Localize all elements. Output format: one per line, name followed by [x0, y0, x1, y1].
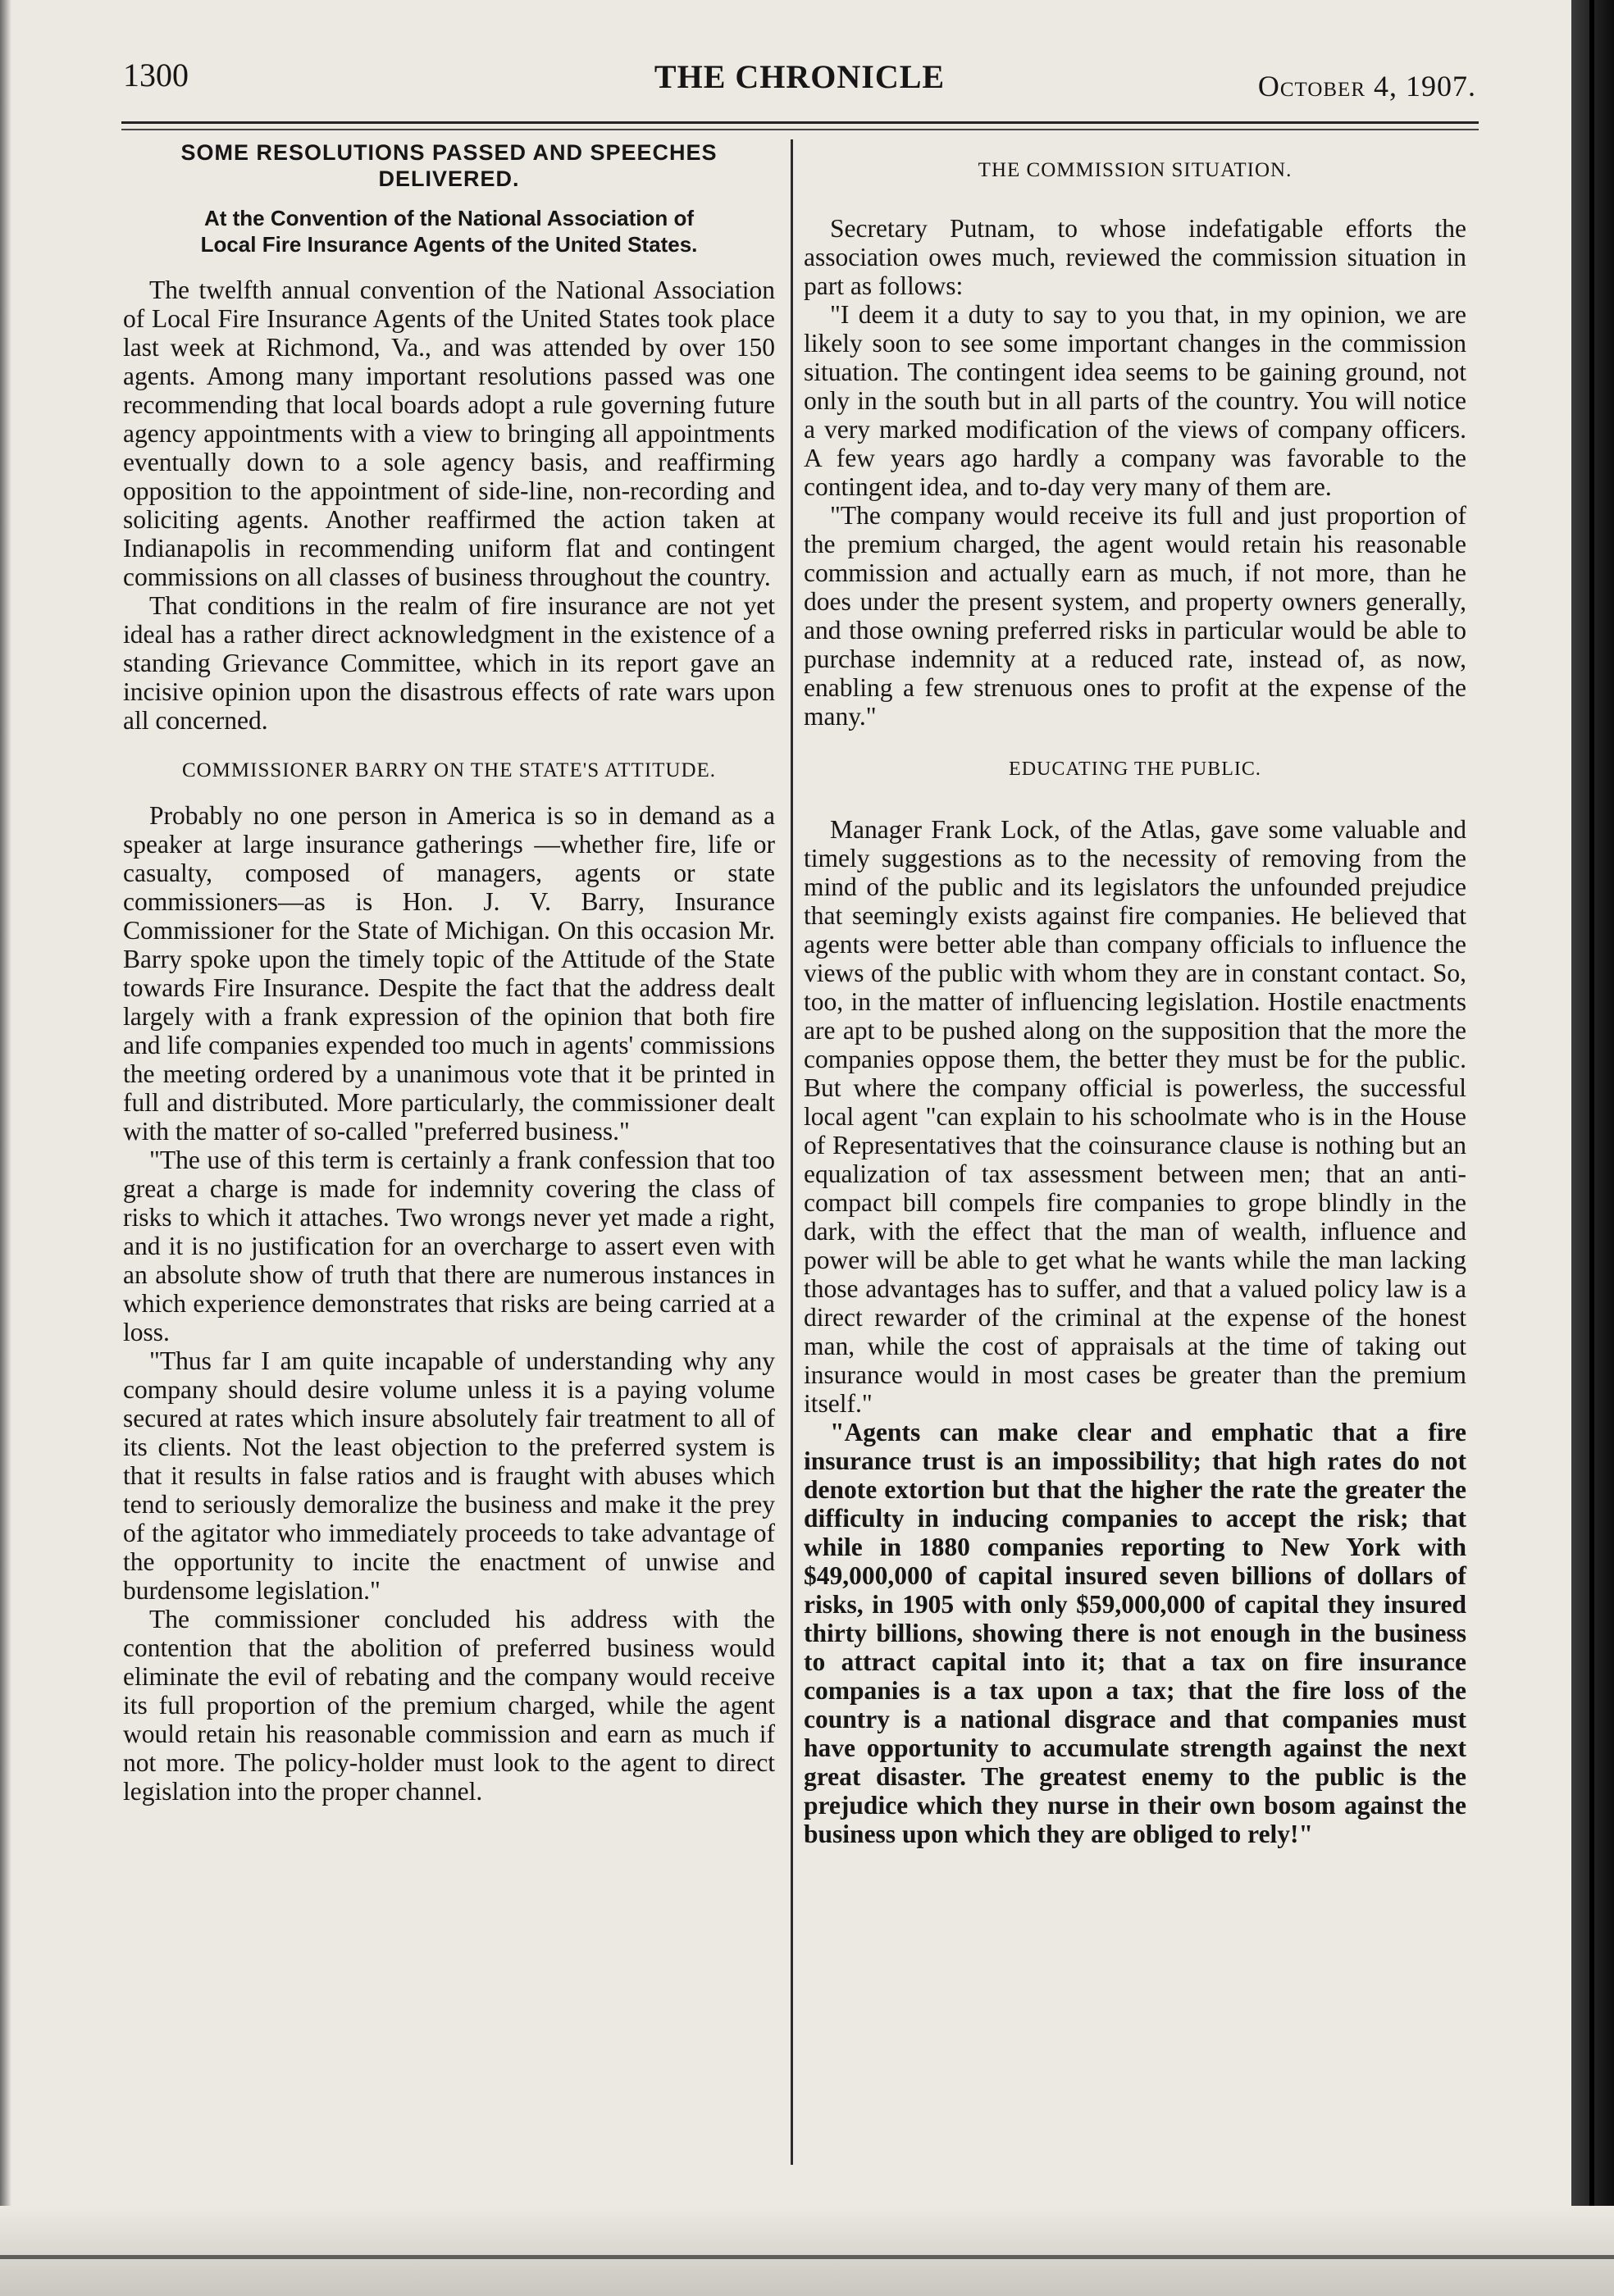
paragraph: "The use of this term is certainly a frank confession that too great a charge is made for indemnity covering the class of risks to which it attaches. Two wrongs never yet made a right, and it is no justification for an overcharge to assert even with an absolute show of truth that there are numerous instances in which experience demonstrates that risks are being carried at a loss.	[123, 1146, 775, 1346]
paragraph: "Thus far I am quite incapable of understanding why any company should desire volume unless it is a paying volume secured at rates which insure absolutely fair treatment to all of its clients. Not the least objection to the preferred system is that it results in false ratios and is fraught with abuses which tend to seriously demoralize the business and make it the prey of the agitator who immediately proceeds to take advantage of the opportunity to incite the enactment of unwise and burdensome legislation."	[123, 1346, 775, 1605]
header-rule-secondary	[121, 129, 1479, 130]
paragraph: "The company would receive its full and just proportion of the premium charged, the agent would retain his reasonable commission and actually earn as much, if not more, than he does under the present system, and property owners generally, and those owning preferred risks in particular would be able to purchase indemnity at a reduced rate, instead of, as now, enabling a few strenuous ones to profit at the expense of the many."	[804, 501, 1466, 731]
page-right-edge	[1571, 0, 1614, 2296]
publication-title: THE CHRONICLE	[654, 58, 946, 95]
paragraph: That conditions in the realm of fire insurance are not yet ideal has a rather direct acknowledgment in the existence of a standing Grievance Committee, which in its report gave an incisive opinion upon the disastrous effects of rate wars upon all concerned.	[123, 591, 775, 735]
page-number: 1300	[123, 57, 189, 93]
section-title-commission: THE COMMISSION SITUATION.	[978, 159, 1293, 181]
binding-stripe	[1589, 0, 1594, 2296]
article-heading: SOME RESOLUTIONS PASSED AND SPEECHES DELIVERED.	[180, 140, 718, 191]
bottom-edge-line	[0, 2255, 1614, 2259]
running-head	[123, 51, 1476, 108]
right-column	[804, 139, 1466, 1848]
paragraph: "I deem it a duty to say to you that, in my opinion, we are likely soon to see some important changes in the commission situation. The contingent idea seems to be gaining ground, not only in the south but in all parts of the country. You will notice a very marked modification of the views of company officers. A few years ago hardly a company was favorable to the contingent idea, and to-day very many of them are.	[804, 300, 1466, 501]
paragraph: The commissioner concluded his address with the contention that the abolition of preferred business would eliminate the evil of rebating and the company would receive its full proportion of the premium charged, while the agent would retain his reasonable commission and earn as much if not more. The policy-holder must look to the agent to direct legislation into the proper channel.	[123, 1605, 775, 1806]
page-left-edge-shadow	[0, 0, 11, 2296]
article-subheading: At the Convention of the National Association of Local Fire Insurance Agents of the United States.	[200, 206, 698, 257]
issue-date: October 4, 1907.	[1257, 70, 1476, 102]
paragraph: The twelfth annual convention of the National Association of Local Fire Insurance Agents of the United States took place last week at Richmond, Va., and was attended by over 150 agents. Among many important resolutions passed was one recommending that local boards adopt a rule governing future agency appointments with a view to bringing all appointments eventually down to a sole agency basis, and reaffirming opposition to the appointment of side-line, non-recording and soliciting agents. Another reaffirmed the action taken at Indianapolis in recommending uniform flat and contingent commissions on all classes of business throughout the country.	[123, 276, 775, 591]
column-divider	[791, 139, 793, 2165]
paragraph: "Agents can make clear and emphatic that a fire insurance trust is an impossibility; that high rates do not denote extortion but that the higher the rate the greater the difficulty in inducing companies to accept the risk; that while in 1880 companies reporting to New York with $49,000,000 of capital insured seven billions of dollars of risks, in 1905 with only $59,000,000 of capital they insured thirty billions, showing there is not enough in the business to attract capital into it; that a tax on fire insurance companies is a tax upon a tax; that the fire loss of the country is a national disgrace and that companies must have opportunity to accumulate strength against the next great disaster. The greatest enemy to the public is the prejudice which they nurse in their own bosom against the business upon which they are obliged to rely!"	[804, 1418, 1466, 1848]
page-bottom-edge	[0, 2206, 1614, 2296]
paragraph: Manager Frank Lock, of the Atlas, gave some valuable and timely suggestions as to the necessity of removing from the mind of the public and its legislators the unfounded prejudice that seemingly exists against fire companies. He believed that agents were better able than company officials to influence the views of the public with whom they are in constant contact. So, too, in the matter of influencing legislation. Hostile enactments are apt to be pushed along on the supposition that the more the companies oppose them, the better they must be for the public. But where the company official is powerless, the successful local agent "can explain to his schoolmate who is in the House of Representatives that the coinsurance clause is nothing but an equalization of tax assessment between men; that an anti-compact bill compels fire companies to grope blindly in the dark, with the effect that the man of wealth, influence and power will be able to get what he wants while the man lacking those advantages has to suffer, and that a valued policy law is a direct rewarder of the criminal at the expense of the honest man, while the cost of appraisals at the time of taking out insurance would in most cases be greater than the premium itself."	[804, 815, 1466, 1418]
section-title-barry: COMMISSIONER BARRY ON THE STATE'S ATTITUDE.	[181, 759, 717, 781]
section-title-educating: EDUCATING THE PUBLIC.	[1009, 758, 1261, 780]
paragraph: Probably no one person in America is so in demand as a speaker at large insurance gatherings —whether fire, life or casualty, composed of managers, agents or state commissioners—as is Hon. J. V. Barry, Insurance Commissioner for the State of Michigan. On this occasion Mr. Barry spoke upon the timely topic of the Attitude of the State towards Fire Insurance. Despite the fact that the address dealt largely with a frank expression of the opinion that both fire and life companies expended too much in agents' commissions the meeting ordered by a unanimous vote that it be printed in full and distributed. More particularly, the commissioner dealt with the matter of so-called "preferred business."	[123, 801, 775, 1146]
header-rule	[121, 121, 1479, 124]
paragraph: Secretary Putnam, to whose indefatigable efforts the association owes much, reviewed the commission situation in part as follows:	[804, 214, 1466, 300]
left-column	[123, 139, 775, 1806]
